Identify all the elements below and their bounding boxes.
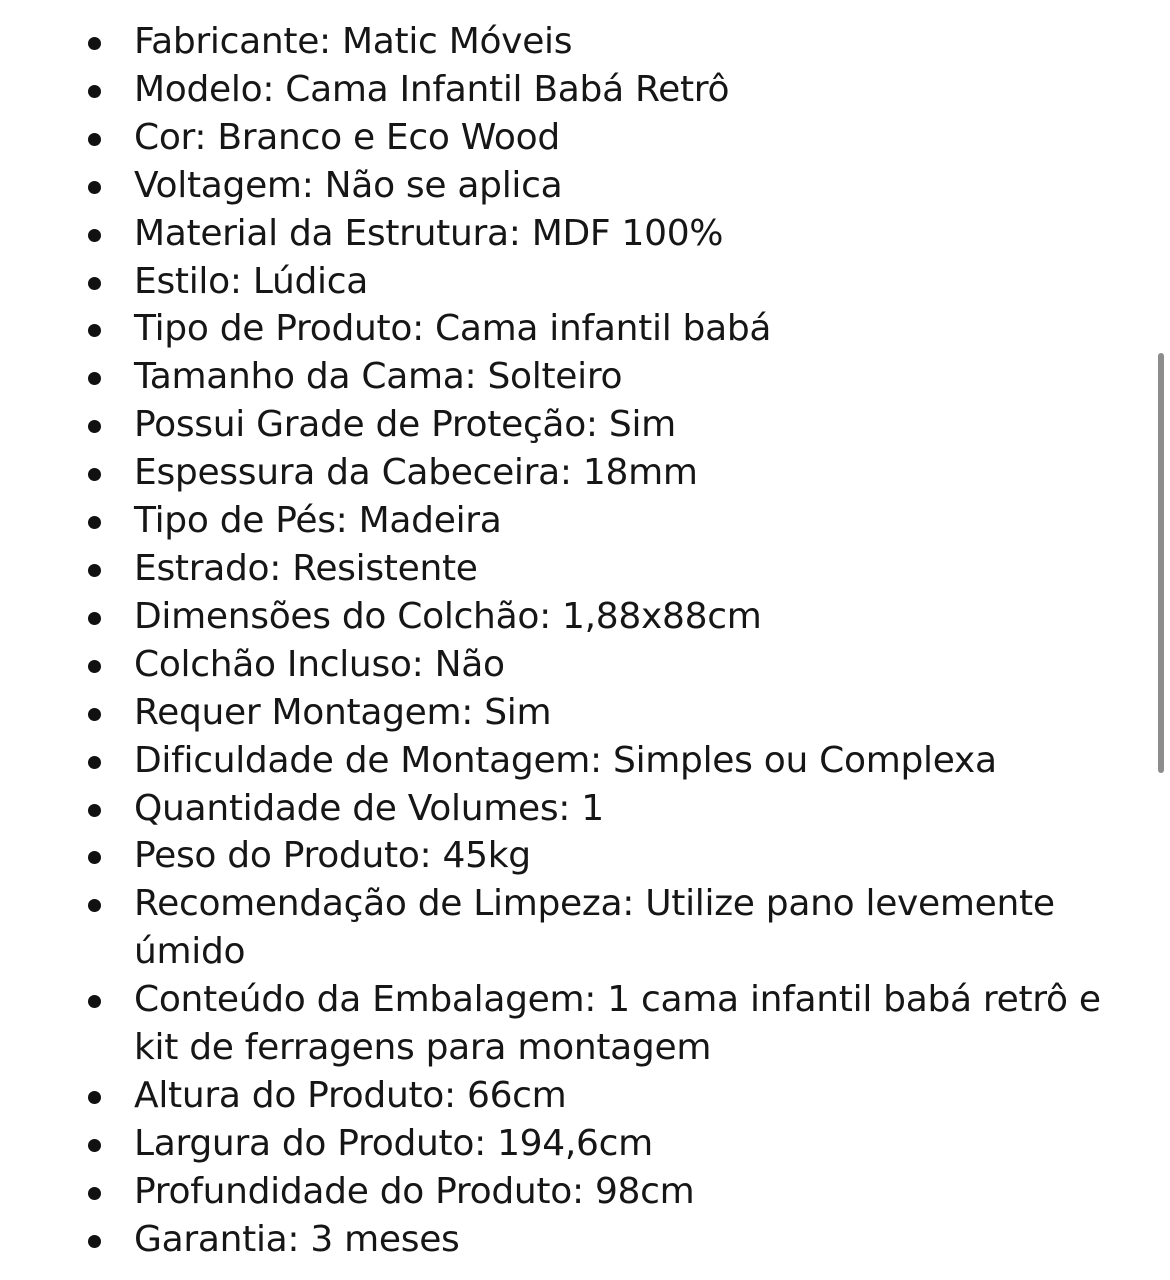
bullet-icon <box>88 420 101 433</box>
spec-text: Largura do Produto: 194,6cm <box>134 1122 653 1164</box>
spec-list-item <box>0 66 1150 114</box>
bullet-icon <box>88 1091 101 1104</box>
product-spec-list <box>0 18 1150 1264</box>
spec-list-item <box>0 545 1150 593</box>
spec-list-item <box>0 258 1150 306</box>
bullet-icon <box>88 85 101 98</box>
spec-list-item <box>0 1072 1150 1120</box>
spec-list-item <box>0 1216 1150 1264</box>
spec-text: Estilo: Lúdica <box>134 260 368 302</box>
bullet-icon <box>88 756 101 769</box>
spec-list-item <box>0 1168 1150 1216</box>
spec-text: Tipo de Pés: Madeira <box>134 500 502 542</box>
vertical-scrollbar[interactable] <box>1158 353 1164 773</box>
spec-text: Modelo: Cama Infantil Babá Retrô <box>134 68 730 110</box>
spec-text: Colchão Incluso: Não <box>134 643 505 685</box>
bullet-icon <box>88 37 101 50</box>
spec-text: Tipo de Produto: Cama infantil babá <box>134 308 772 350</box>
spec-text: Cor: Branco e Eco Wood <box>134 116 560 158</box>
spec-list-item <box>0 689 1150 737</box>
bullet-icon <box>88 229 101 242</box>
bullet-icon <box>88 324 101 337</box>
spec-list-item <box>0 785 1150 833</box>
spec-text: Altura do Produto: 66cm <box>134 1074 567 1116</box>
spec-text: Dificuldade de Montagem: Simples ou Complexa <box>134 739 997 781</box>
spec-list-item <box>0 497 1150 545</box>
bullet-icon <box>88 708 101 721</box>
spec-text: Recomendação de Limpeza: Utilize pano levemente úmido <box>134 883 1055 973</box>
spec-text: Profundidade do Produto: 98cm <box>134 1170 695 1212</box>
spec-text: Possui Grade de Proteção: Sim <box>134 404 676 446</box>
spec-list-item <box>0 641 1150 689</box>
bullet-icon <box>88 516 101 529</box>
spec-list-item <box>0 737 1150 785</box>
bullet-icon <box>88 372 101 385</box>
spec-list-item <box>0 18 1150 66</box>
spec-text: Conteúdo da Embalagem: 1 cama infantil babá retrô e kit de ferragens para montagem <box>134 979 1101 1069</box>
spec-text: Requer Montagem: Sim <box>134 691 552 733</box>
spec-list-item <box>0 1120 1150 1168</box>
bullet-icon <box>88 851 101 864</box>
bullet-icon <box>88 277 101 290</box>
spec-list-item <box>0 449 1150 497</box>
spec-list-item <box>0 832 1150 880</box>
spec-list-item <box>0 210 1150 258</box>
spec-list-item <box>0 401 1150 449</box>
bullet-icon <box>88 1235 101 1248</box>
bullet-icon <box>88 181 101 194</box>
bullet-icon <box>88 564 101 577</box>
bullet-icon <box>88 133 101 146</box>
spec-text: Dimensões do Colchão: 1,88x88cm <box>134 595 762 637</box>
spec-text: Voltagem: Não se aplica <box>134 164 563 206</box>
spec-list-item <box>0 162 1150 210</box>
spec-list-item <box>0 880 1150 976</box>
spec-list-item <box>0 593 1150 641</box>
spec-text: Peso do Produto: 45kg <box>134 835 531 877</box>
bullet-icon <box>88 468 101 481</box>
spec-list-item <box>0 305 1150 353</box>
bullet-icon <box>88 995 101 1008</box>
spec-text: Espessura da Cabeceira: 18mm <box>134 452 698 494</box>
spec-list-item <box>0 353 1150 401</box>
bullet-icon <box>88 612 101 625</box>
spec-text: Tamanho da Cama: Solteiro <box>134 356 623 398</box>
spec-text: Fabricante: Matic Móveis <box>134 21 573 62</box>
bullet-icon <box>88 1187 101 1200</box>
spec-list-item <box>0 114 1150 162</box>
spec-list-item <box>0 976 1150 1072</box>
bullet-icon <box>88 899 101 912</box>
spec-text: Quantidade de Volumes: 1 <box>134 787 604 829</box>
bullet-icon <box>88 804 101 817</box>
bullet-icon <box>88 1139 101 1152</box>
spec-text: Estrado: Resistente <box>134 547 478 589</box>
bullet-icon <box>88 660 101 673</box>
spec-text: Garantia: 3 meses <box>134 1218 460 1260</box>
spec-text: Material da Estrutura: MDF 100% <box>134 212 724 254</box>
